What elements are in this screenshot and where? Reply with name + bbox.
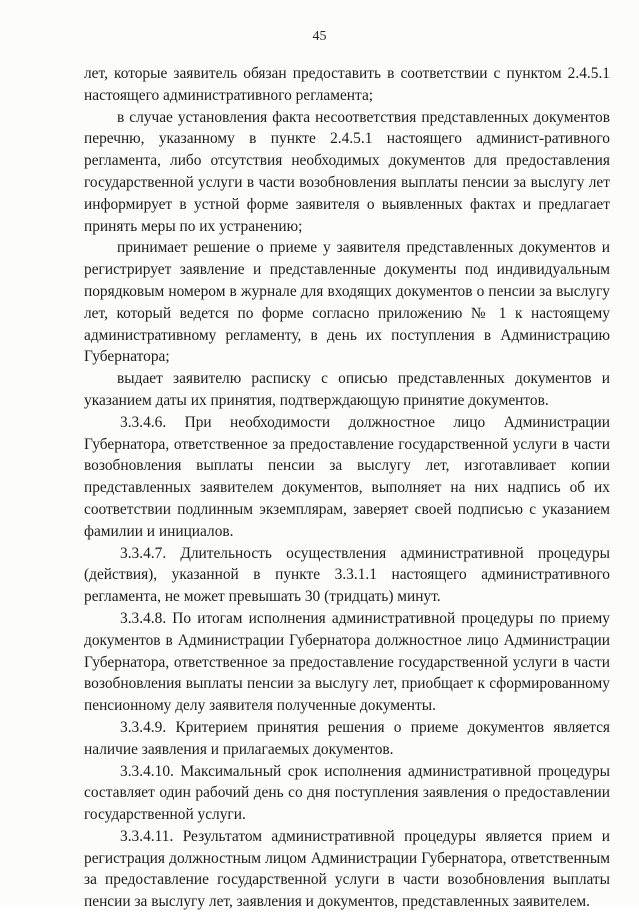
paragraph-accept-decision: принимает решение о приеме у заявителя представленных документов и регистрирует заявление и представленные документы под индивидуальным порядковым номером в журнале для входящих документов о пенсии за выслугу лет, который ведется по форме согласно приложению № 1 к настоящему административному регламенту, в день их поступления в Администрацию Губернатора; (84, 239, 610, 366)
paragraph-3-3-4-8: 3.3.4.8. По итогам исполнения административной процедуры по приему документов в Администрации Губернатора должностное лицо Администрации Губернатора, ответственное за предоставление государственной услуги в части возобновления выплаты пенсии за выслугу лет, приобщает к сформированному пенсионному делу заявителя полученные документы. (84, 609, 610, 715)
paragraph-3-3-4-11: 3.3.4.11. Результатом административной процедуры является прием и регистрация должностным лицом Администрации Губернатора, ответственным за предоставление государственной услуги в части возобновления выплаты пенсии за выслугу лет, заявления и документов, представленных заявителем. (84, 827, 610, 911)
paragraph-3-3-4-10: 3.3.4.10. Максимальный срок исполнения административной процедуры составляет один рабочий день со дня поступления заявления о предоставлении государственной услуги. (84, 762, 610, 824)
paragraph-3-3-4-9: 3.3.4.9. Критерием принятия решения о приеме документов является наличие заявления и прилагаемых документов. (84, 718, 610, 758)
paragraph-mismatch-case: в случае установления факта несоответствия представленных документов перечню, указанному в пункте 2.4.5.1 настоящего админист-ративного регламента, либо отсутствия необходимых документов для предоставления государственной услуги в части возобновления выплаты пенсии за выслугу лет информирует в устной форме заявителя о выявленных фактах и предлагает принять меры по их устранению; (84, 108, 610, 235)
page-number: 45 (312, 29, 327, 44)
paragraph-3-3-4-7: 3.3.4.7. Длительность осуществления административной процедуры (действия), указанной в пункте 3.3.1.1 настоящего административного регламента, не может превышать 30 (тридцать) минут. (84, 544, 610, 606)
paragraph-continuation: лет, которые заявитель обязан предоставить в соответствии с пунктом 2.4.5.1 настоящего административного регламента; (84, 65, 610, 104)
paragraph-3-3-4-6: 3.3.4.6. При необходимости должностное лицо Администрации Губернатора, ответственное за предоставление государственной услуги в части возобновления выплаты пенсии за выслугу лет, изготавливает копии представленных заявителем документов, выполняет на них надпись об их соответствии подлинным экземплярам, заверяет своей подписью с указанием фамилии и инициалов. (84, 413, 610, 540)
paragraph-receipt: выдает заявителю расписку с описью представленных документов и указанием даты их принятия, подтверждающую принятие документов. (84, 370, 610, 409)
document-body (84, 63, 610, 913)
